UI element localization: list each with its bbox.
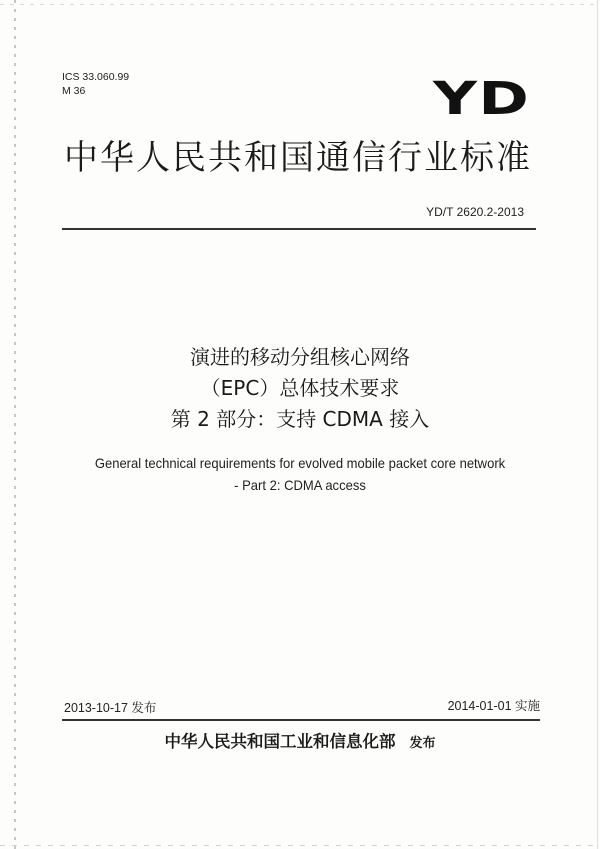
chinese-title-line-3: 第 2 部分：支持 CDMA 接入 <box>170 407 430 431</box>
scan-edge-top <box>0 4 600 5</box>
ccs-code: M 36 <box>62 85 86 97</box>
publisher-line <box>0 730 600 756</box>
english-title <box>21 452 579 496</box>
standard-type-heading: 中华人民共和国通信行业标准 <box>64 138 532 178</box>
implementation-date: 2014-01-01 实施 <box>447 699 540 713</box>
scan-edge-bottom <box>0 845 600 846</box>
chinese-title <box>0 342 600 435</box>
yd-logo: YD <box>433 72 531 125</box>
standard-number: YD/T 2620.2-2013 <box>426 205 524 219</box>
classification-codes <box>62 70 129 98</box>
issue-date: 2013-10-17 发布 <box>64 701 157 715</box>
publisher-name: 中华人民共和国工业和信息化部 <box>164 732 396 751</box>
english-title-line-1: General technical requirements for evolved mobile packet core network <box>94 455 506 471</box>
header-divider <box>62 228 536 230</box>
ics-code: ICS 33.060.99 <box>62 71 130 83</box>
footer-divider <box>62 719 540 721</box>
english-title-line-2: - Part 2: CDMA access <box>234 477 366 493</box>
chinese-title-line-1: 演进的移动分组核心网络 <box>190 345 410 369</box>
publish-action: 发布 <box>409 736 436 751</box>
chinese-title-line-2: （EPC）总体技术要求 <box>200 376 400 400</box>
